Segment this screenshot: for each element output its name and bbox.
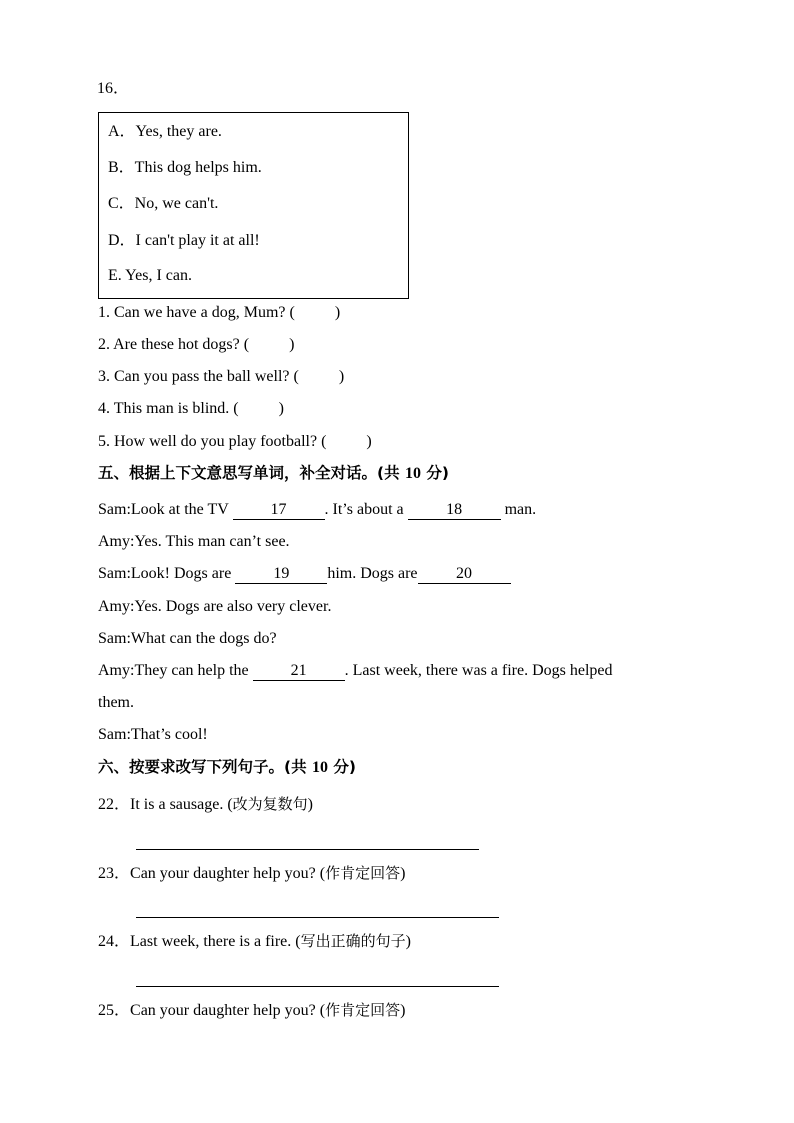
- dialogue-line-7: them.: [98, 694, 134, 711]
- option-d: D．I can't play it at all!: [108, 232, 260, 249]
- blank-21: 21: [253, 663, 345, 681]
- item-number: 23．: [98, 865, 131, 882]
- section5-heading: 五、根据上下文意思写单词，补全对话。(共 10 分): [98, 464, 449, 482]
- match-question-2: 2. Are these hot dogs? ( ): [98, 336, 295, 353]
- answer-line-24[interactable]: [136, 986, 499, 987]
- item-number: 24．: [98, 933, 131, 950]
- rewrite-item-23: 23．Can your daughter help you? (作肯定回答): [98, 864, 406, 882]
- blank-20: 20: [418, 566, 511, 584]
- item-number: 25．: [98, 1002, 131, 1019]
- match-question-5: 5. How well do you play football? ( ): [98, 433, 372, 450]
- rewrite-item-22: 22．It is a sausage. (改为复数句): [98, 795, 313, 813]
- section6-heading: 六、按要求改写下列句子。(共 10 分): [98, 758, 356, 776]
- rewrite-item-24: 24．Last week, there is a fire. (写出正确的句子): [98, 932, 411, 950]
- match-question-3: 3. Can you pass the ball well? ( ): [98, 368, 345, 385]
- blank-18: 18: [408, 502, 501, 520]
- answer-line-22[interactable]: [136, 849, 479, 850]
- match-question-1: 1. Can we have a dog, Mum? ( ): [98, 304, 341, 321]
- option-a: A．Yes, they are.: [108, 123, 222, 140]
- question-number: 16．: [97, 80, 130, 97]
- options-box: [98, 112, 409, 299]
- dialogue-line-8: Sam:That’s cool!: [98, 726, 208, 743]
- item-number: 22．: [98, 796, 131, 813]
- dialogue-line-3: Sam:Look! Dogs are 19 him. Dogs are 20: [98, 566, 511, 584]
- dialogue-line-1: Sam:Look at the TV 17 . It’s about a 18 man.: [98, 501, 537, 518]
- answer-line-23[interactable]: [136, 917, 499, 918]
- option-c: C．No, we can't.: [108, 195, 219, 212]
- dialogue-line-4: Amy:Yes. Dogs are also very clever.: [98, 598, 332, 615]
- option-b: B．This dog helps him.: [108, 159, 262, 176]
- match-question-4: 4. This man is blind. ( ): [98, 400, 284, 417]
- option-e: E. Yes, I can.: [108, 267, 192, 284]
- rewrite-item-25: 25．Can your daughter help you? (作肯定回答): [98, 1001, 406, 1019]
- blank-19: 19: [235, 566, 327, 584]
- dialogue-line-2: Amy:Yes. This man can’t see.: [98, 533, 290, 550]
- dialogue-line-6: Amy:They can help the 21 . Last week, there was a fire. Dogs helped: [98, 662, 613, 679]
- blank-17: 17: [233, 502, 325, 520]
- dialogue-line-5: Sam:What can the dogs do?: [98, 630, 277, 647]
